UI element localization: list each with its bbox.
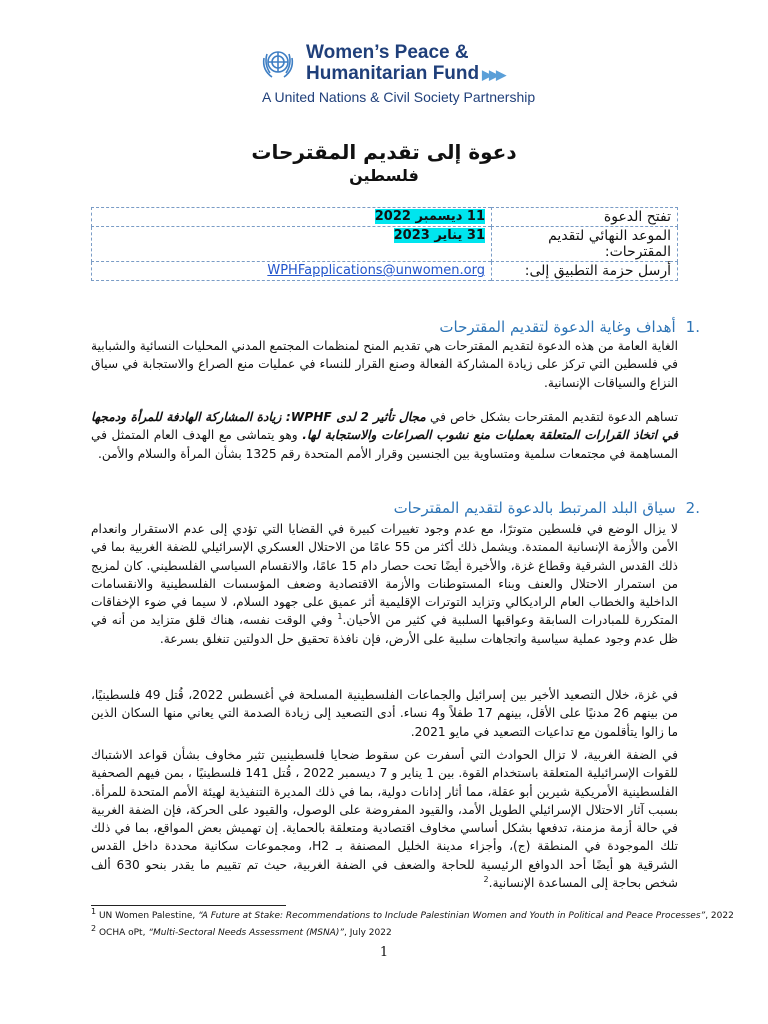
double-chevron-icon: ▶▶▶ [482, 67, 504, 82]
document-subtitle: فلسطين [349, 166, 419, 185]
logo-tagline: A United Nations & Civil Society Partnership [262, 89, 536, 105]
s2p1-end: وفي الوقت نفسه، هناك قلق متزايد من أنه في ظل عدم وجود عملية سياسية واتجاهات سلبية على الأرض، فإن نافذة تحقيق حل الدولتين تنغلق بسرعة. [91, 613, 678, 646]
page-number: 1 [379, 945, 389, 960]
section-1-number: .1 [685, 318, 700, 336]
deadline-date [92, 227, 492, 262]
s2p1-text: لا يزال الوضع في فلسطين متوترًا، مع عدم وجود تغييرات كبيرة في القضايا التي تؤدي إلى عدم الاستقرار وانعدام الأمن والأزمة الإنسانية الممتدة. ويشمل ذلك أكثر من 55 عامًا من الاحتلال العسكري الإسرائيلي للضفة الغربية بما في ذلك القدس الشرقية وقطاع غزة، والأخيرة أيضًا تحت حصار دام 15 عامًا، والانقسام السياسي الفلسطيني. كان لمزيج من استمرار الاحتلال والعنف وبناء المستوطنات والأزمة الاقتصادية وضعف المؤسسات الفلسطينية والانقسامات الداخلية والخطاب العام الراديكالي وتزايد التوترات الإقليمية أثر عميق على جهود السلام، لا سيما في ضوء الإخفاقات المتكررة للمبادرات السابقة وعواقبها السلبية في كثير من الأحيان. [91, 522, 679, 628]
table-row [92, 262, 678, 281]
call-info-table [91, 207, 678, 281]
section-2-heading [394, 499, 700, 517]
opening-date [92, 208, 492, 227]
footnote-divider [91, 905, 286, 906]
deadline-date-highlight [394, 228, 485, 243]
section-2-title: سياق البلد المرتبط بالدعوة لتقديم المقترحات [393, 499, 676, 517]
footnote-2 [91, 924, 392, 939]
p2-end: وهو يتماشى مع الهدف العام المتمثل في المساهمة في مجتمعات سلمية ومتساوية بين الجنسين وقرار الأمم المتحدة رقم 1325 بشأن المرأة والسلام والأمن. [91, 428, 678, 461]
logo-line-1: Women’s Peace & [306, 42, 469, 63]
document-title: دعوة إلى تقديم المقترحات [251, 140, 517, 164]
section-2-paragraph-2: في غزة، خلال التصعيد الأخير بين إسرائيل والجماعات الفلسطينية المسلحة في أغسطس 2022، قُتل 49 فلسطينيًا، من بينهم 26 مدنيًا على الأقل، بينهم 17 طفلاً و4 نساء. أدى التصعيد إلى زيادة الصدمة التي يعاني منها السكان الذين ما زالوا يتأقلمون مع تداعيات التصعيد في مايو 2021. [91, 688, 678, 739]
section-1-title: أهداف وغاية الدعوة لتقديم المقترحات [439, 318, 676, 336]
opening-label: تفتح الدعوة [492, 208, 678, 227]
section-1-paragraph-1: الغاية العامة من هذه الدعوة لتقديم المقترحات هي تقديم المنح لمنظمات المجتمع المدني المحليات النسائية والشبابية في فلسطين التي تركز على زيادة المشاركة الفعالة وصنع القرار للنساء في عمليات منع الصراع والاستجابة في سياق النزاع والسياقات الإنسانية. [91, 339, 678, 390]
email-cell [92, 262, 492, 281]
footnote-1 [91, 907, 734, 922]
opening-date-highlight [375, 209, 485, 224]
deadline-month-year: يناير 2023 [393, 228, 463, 243]
section-2-paragraph-1 [91, 520, 678, 648]
section-2-paragraph-3 [91, 746, 678, 892]
un-emblem-icon [258, 44, 298, 84]
logo-line-2 [306, 64, 503, 85]
email-link[interactable]: WPHFapplications@unwomen.org [267, 263, 485, 278]
deadline-label: الموعد النهائي لتقديم المقترحات: [492, 227, 678, 262]
footnote-1-org: UN Women Palestine, [98, 911, 199, 921]
footnote-2-date: , July 2022 [344, 928, 392, 938]
opening-day: 11 [466, 209, 485, 224]
footnote-ref-1[interactable]: 1 [337, 612, 343, 622]
logo-line-2-text: Humanitarian Fund [306, 63, 480, 84]
footnote-1-date: , 2022 [705, 911, 734, 921]
footnote-2-num: 2 [91, 924, 97, 933]
section-1-heading [439, 318, 700, 336]
p2-start: تساهم الدعوة لتقديم المقترحات بشكل خاص في [430, 410, 678, 424]
wphf-logo [258, 40, 536, 112]
opening-month-year: ديسمبر 2022 [374, 209, 463, 224]
footnote-1-title: “A Future at Stake: Recommendations to Include Palestinian Women and Youth in Political and Peace Processes” [198, 911, 706, 921]
section-2-number: .2 [685, 499, 700, 517]
footnote-2-title: “Multi-Sectoral Needs Assessment (MSNA)” [148, 928, 345, 938]
p2-bold: مجال تأثير 2 لدى WPHF: زيادة المشاركة الهادفة للمرأة ودمجها في اتخاذ القرارات المتعلقة بعمليات منع نشوب الصراعات والاستجابة لها. [91, 410, 678, 443]
table-row [92, 227, 678, 262]
section-1-paragraph-2 [91, 408, 678, 463]
send-label: أرسل حزمة التطبيق إلى: [492, 262, 678, 281]
footnote-2-org: OCHA oPt, [98, 928, 149, 938]
s2p3-text: في الضفة الغربية، لا تزال الحوادث التي أسفرت عن سقوط ضحايا فلسطينيين تثير مخاوف بشأن قواعد الاشتباك للقوات الإسرائيلية المتعلقة باستخدام القوة. بين 1 يناير و 7 ديسمبر 2022 ، قُتل 141 فلسطينيًا ، بمن فيهم الصحفية الفلسطينية الأمريكية شيرين أبو عقلة، مما أثار إدانات دولية، بما في ذلك المديرة التنفيذية لهيئة الأمم المتحدة للمرأة. بسبب آثار الاحتلال الإسرائيلي الطويل الأمد، والقيود المفروضة على الوصول، والقيود على الحركة، فإن الضفة الغربية في حالة أزمة مزمنة، تدفعها بشكل أساسي مخاوف اقتصادية ومتعلقة بالحماية. إن تهميش بعض المواقع، بما في ذلك تلك الموجودة في المنطقة (ج)، وأجزاء مدينة الخليل المصنفة بـ H2، ومجموعات سكانية محددة داخل القدس الشرقية هو أيضًا أحد الدوافع الرئيسية للحاجة والضعف في الضفة الغربية، حيث تم تقييم ما يقدر بنحو 630 ألف شخص بحاجة إلى المساعدة الإنسانية. [91, 748, 679, 891]
table-row [92, 208, 678, 227]
footnote-1-num: 1 [91, 907, 97, 916]
deadline-day: 31 [466, 228, 485, 243]
footnote-ref-2[interactable]: 2 [483, 875, 489, 885]
